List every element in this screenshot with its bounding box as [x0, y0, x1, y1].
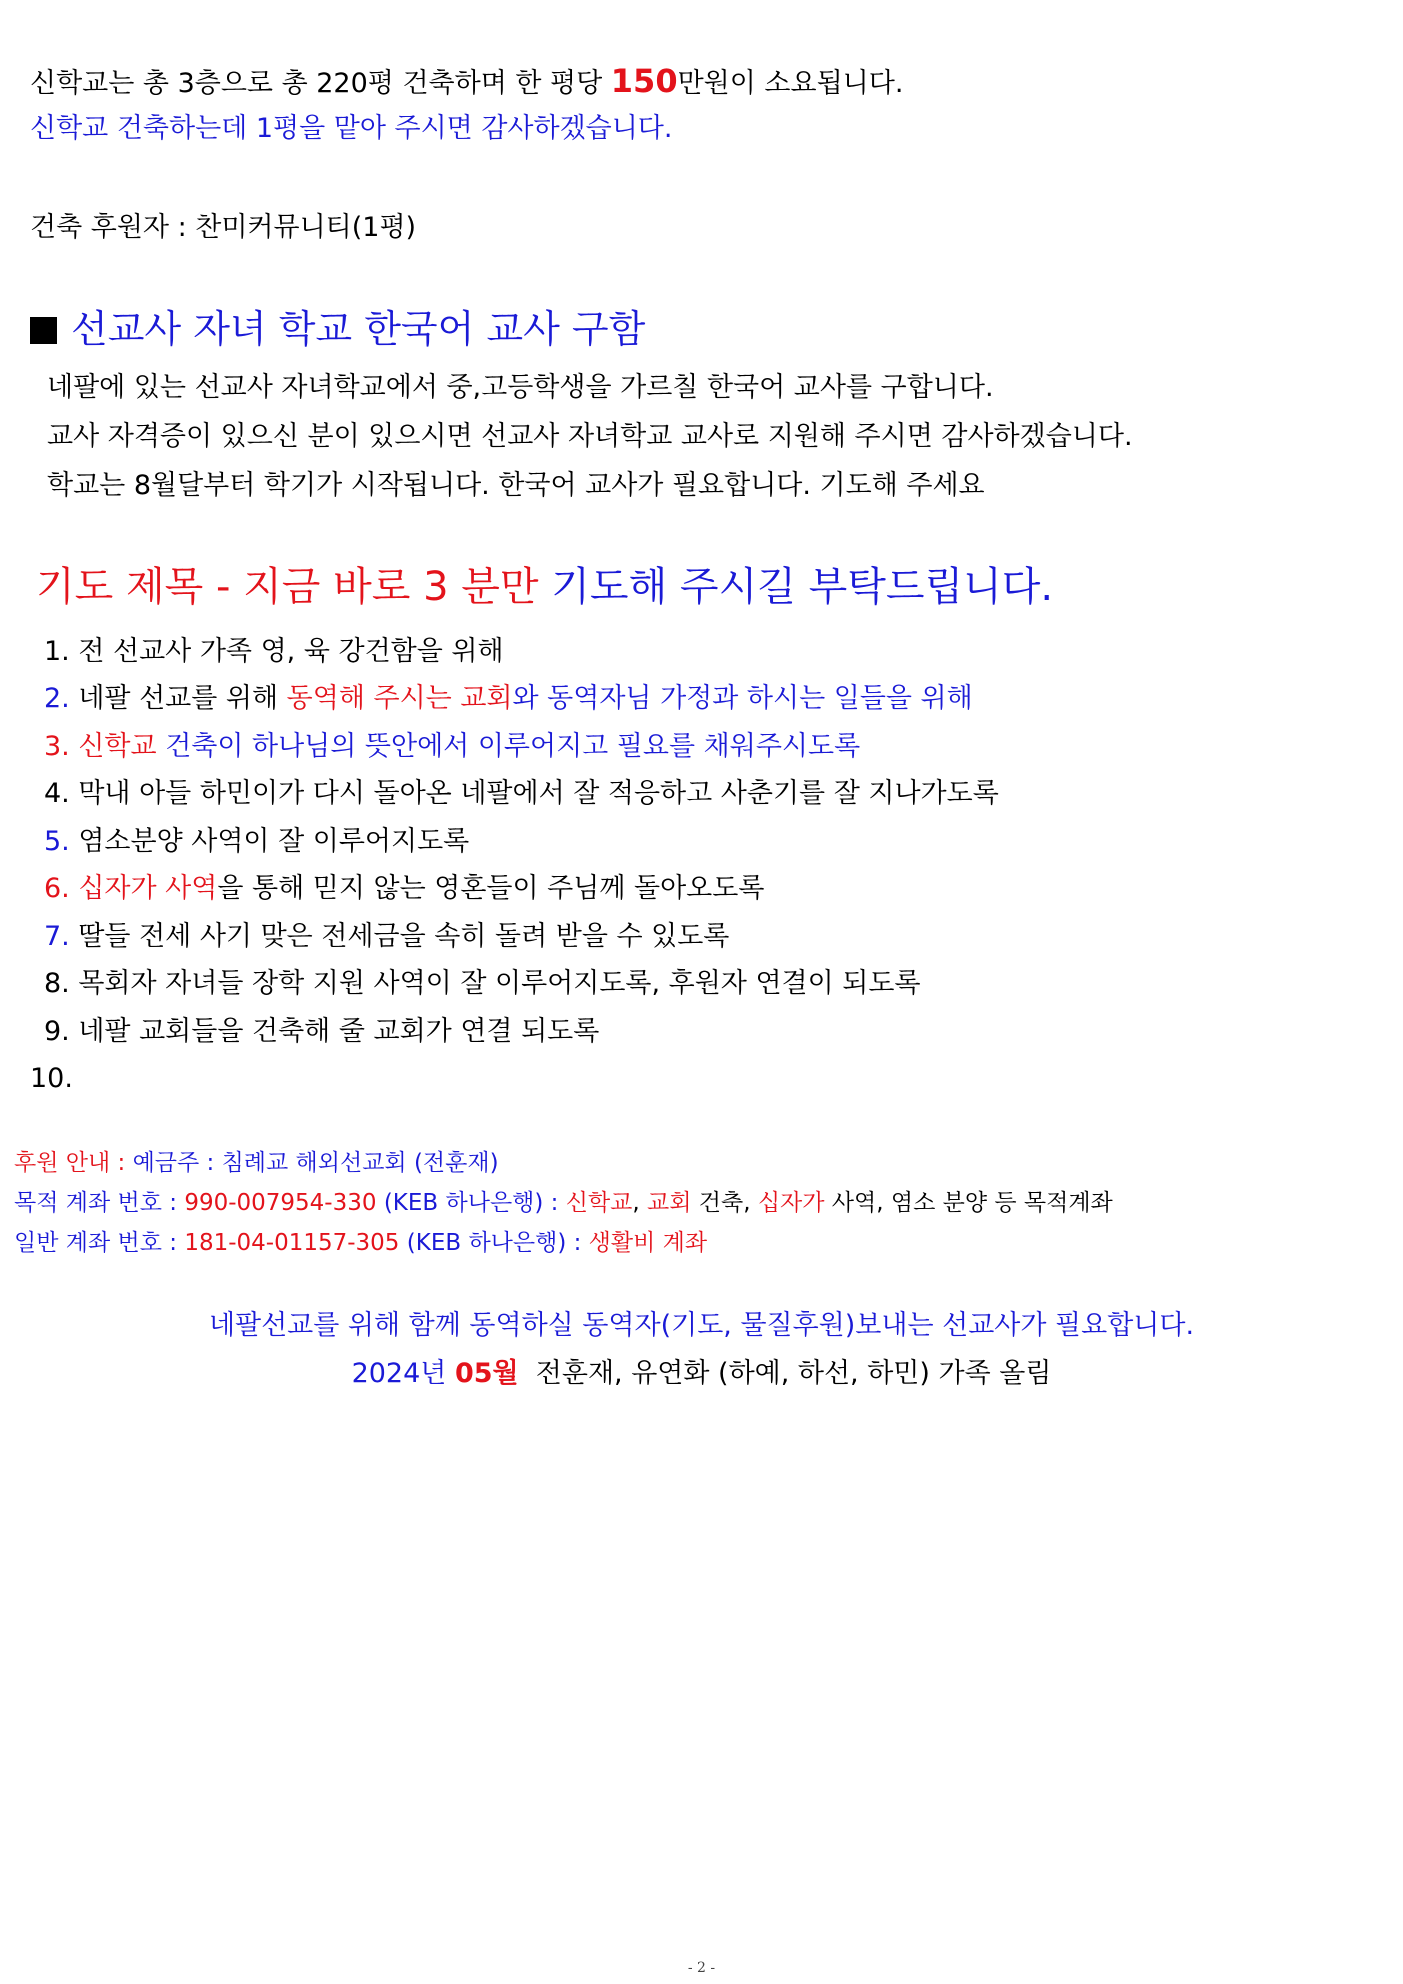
support-line: 후원 안내 : 예금주 : 침례교 해외선교회 (전훈재) [14, 1150, 499, 1176]
support-line: 일반 계좌 번호 : 181-04-01157-305 (KEB 하나은행) : 생활비 계좌 [14, 1230, 708, 1256]
prayer-item: 4. 막내 아들 하민이가 다시 돌아온 네팔에서 잘 적응하고 사춘기를 잘 지나가도록 [44, 778, 999, 809]
prayer-item: 2. 네팔 선교를 위해 동역해 주시는 교회와 동역자님 가정과 하시는 일들을 위해 [44, 683, 973, 714]
intro-line-2: 신학교 건축하는데 1평을 맡아 주시면 감사하겠습니다. [30, 113, 673, 144]
teacher-body-line: 학교는 8월달부터 학기가 시작됩니다. 한국어 교사가 필요합니다. 기도해 주세요 [47, 470, 985, 501]
prayer-item: 8. 목회자 자녀들 장학 지원 사역이 잘 이루어지도록, 후원자 연결이 되도록 [44, 968, 921, 999]
sponsor-line: 건축 후원자 : 찬미커뮤니티(1평) [30, 212, 417, 243]
prayer-item: 10. [30, 1063, 73, 1094]
prayer-item: 7. 딸들 전세 사기 맞은 전세금을 속히 돌려 받을 수 있도록 [44, 921, 730, 952]
prayer-item: 5. 염소분양 사역이 잘 이루어지도록 [44, 826, 470, 857]
prayer-item: 1. 전 선교사 가족 영, 육 강건함을 위해 [44, 636, 504, 667]
teacher-body-line: 네팔에 있는 선교사 자녀학교에서 중,고등학생을 가르칠 한국어 교사를 구합니다. [47, 372, 994, 403]
teacher-body-line: 교사 자격증이 있으신 분이 있으시면 선교사 자녀학교 교사로 지원해 주시면 감사하겠습니다. [47, 421, 1133, 452]
prayer-heading: 기도 제목 - 지금 바로 3 분만 기도해 주시길 부탁드립니다. [36, 564, 1054, 610]
prayer-item: 6. 십자가 사역을 통해 믿지 않는 영혼들이 주님께 돌아오도록 [44, 873, 765, 904]
page-number: - 2 - [687, 1960, 716, 1976]
black-square-icon [30, 317, 57, 344]
closing-line-1: 네팔선교를 위해 함께 동역하실 동역자(기도, 물질후원)보내는 선교사가 필요합니다. [208, 1310, 1195, 1341]
closing-line-2: 2024년 05월 전훈재, 유연화 (하예, 하선, 하민) 가족 올림 [351, 1358, 1052, 1389]
support-line: 목적 계좌 번호 : 990-007954-330 (KEB 하나은행) : 신학교, 교회 건축, 십자가 사역, 염소 분양 등 목적계좌 [14, 1190, 1113, 1216]
intro-line-1: 신학교는 총 3층으로 총 220평 건축하며 한 평당 150만원이 소요됩니다. [30, 62, 904, 100]
prayer-item: 9. 네팔 교회들을 건축해 줄 교회가 연결 되도록 [44, 1016, 600, 1047]
prayer-item: 3. 신학교 건축이 하나님의 뜻안에서 이루어지고 필요를 채워주시도록 [44, 731, 861, 762]
teacher-heading: 선교사 자녀 학교 한국어 교사 구함 [30, 307, 645, 353]
